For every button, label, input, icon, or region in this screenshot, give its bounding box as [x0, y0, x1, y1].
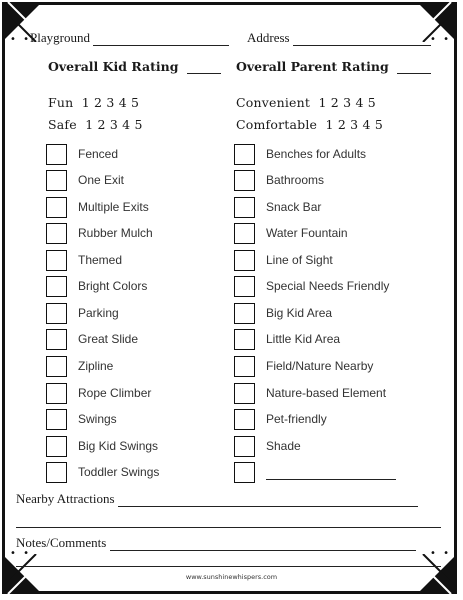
checklist-label: Great Slide	[78, 332, 139, 346]
comfortable-scale: 1 2 3 4 5	[325, 117, 383, 132]
checkbox[interactable]	[234, 223, 255, 244]
dot-ornament: • •	[430, 34, 451, 45]
checklist-item[interactable]	[46, 408, 117, 430]
address-field[interactable]	[247, 30, 431, 46]
checkbox[interactable]	[234, 303, 255, 324]
notes-label: Notes/Comments	[16, 535, 107, 550]
checklist-label: Water Fountain	[266, 226, 348, 240]
checkbox[interactable]	[234, 197, 255, 218]
checkbox[interactable]	[46, 170, 67, 191]
convenient-scale: 1 2 3 4 5	[318, 95, 376, 110]
checklist-item[interactable]	[46, 143, 118, 165]
checklist-label: Shade	[266, 439, 301, 453]
playground-field[interactable]	[30, 30, 229, 46]
checkbox[interactable]	[46, 276, 67, 297]
checklist-item[interactable]	[234, 196, 321, 218]
checkbox[interactable]	[234, 276, 255, 297]
checklist-item[interactable]	[46, 355, 113, 377]
notes-line	[110, 537, 416, 551]
checklist-item[interactable]	[46, 169, 124, 191]
checkbox[interactable]	[234, 409, 255, 430]
checkbox[interactable]	[46, 409, 67, 430]
address-label: Address	[247, 30, 290, 45]
checkbox[interactable]	[234, 383, 255, 404]
parent-rating-heading: Overall Parent Rating	[236, 59, 431, 74]
checklist-item[interactable]	[234, 302, 332, 324]
checklist-item[interactable]	[234, 435, 301, 457]
checklist-label: Rubber Mulch	[78, 226, 153, 240]
dot-ornament: • •	[10, 548, 31, 559]
checkbox[interactable]	[46, 303, 67, 324]
checkbox[interactable]	[234, 329, 255, 350]
checklist-label: Line of Sight	[266, 253, 333, 267]
checklist-item[interactable]	[46, 461, 159, 483]
checkbox[interactable]	[234, 250, 255, 271]
convenient-label: Convenient	[236, 95, 311, 110]
checklist-label: Field/Nature Nearby	[266, 359, 374, 373]
checklist-item[interactable]	[46, 328, 138, 350]
checkbox[interactable]	[46, 383, 67, 404]
nearby-attractions-line-2[interactable]	[16, 527, 441, 528]
checklist-item[interactable]	[234, 143, 366, 165]
nearby-attractions-label: Nearby Attractions	[16, 491, 115, 506]
checkbox[interactable]	[234, 170, 255, 191]
playground-label: Playground	[30, 30, 90, 45]
safe-label: Safe	[48, 117, 77, 132]
checklist-label: Snack Bar	[266, 200, 322, 214]
checklist-label: Rope Climber	[78, 386, 152, 400]
checklist-label: Bright Colors	[78, 279, 148, 293]
dot-ornament: • •	[10, 34, 31, 45]
checklist-label: Fenced	[78, 147, 119, 161]
checklist-item[interactable]	[234, 408, 327, 430]
checklist-item[interactable]	[46, 222, 153, 244]
checklist-item-custom[interactable]	[234, 461, 396, 483]
checklist-label: Nature-based Element	[266, 386, 387, 400]
safe-rating[interactable]	[48, 117, 143, 132]
notes-field[interactable]	[16, 535, 416, 551]
checklist-label: Pet-friendly	[266, 412, 327, 426]
checklist-item[interactable]	[234, 169, 324, 191]
checklist-label: Special Needs Friendly	[266, 279, 390, 293]
checkbox[interactable]	[46, 462, 67, 483]
checklist-label: Multiple Exits	[78, 200, 149, 214]
checklist-label: Swings	[78, 412, 117, 426]
fun-scale: 1 2 3 4 5	[81, 95, 140, 110]
checkbox[interactable]	[46, 250, 67, 271]
checklist-item[interactable]	[46, 196, 149, 218]
checklist-item[interactable]	[234, 275, 389, 297]
checklist-label: One Exit	[78, 173, 125, 187]
safe-scale: 1 2 3 4 5	[85, 117, 143, 132]
fun-label: Fun	[48, 95, 74, 110]
playground-line	[93, 32, 229, 46]
nearby-attractions-field[interactable]	[16, 491, 418, 507]
checklist-item[interactable]	[46, 302, 119, 324]
checklist-label: Big Kid Area	[266, 306, 333, 320]
checkbox[interactable]	[46, 223, 67, 244]
checklist-label: Big Kid Swings	[78, 439, 159, 453]
address-line	[293, 32, 431, 46]
checkbox[interactable]	[234, 462, 255, 483]
checklist-item[interactable]	[234, 222, 348, 244]
checkbox[interactable]	[46, 144, 67, 165]
fun-rating[interactable]	[48, 95, 139, 110]
checklist-item[interactable]	[46, 382, 151, 404]
checklist-item[interactable]	[234, 249, 333, 271]
custom-item-line[interactable]	[266, 465, 396, 480]
checkbox[interactable]	[234, 144, 255, 165]
nearby-attractions-line	[118, 493, 418, 507]
checkbox[interactable]	[46, 197, 67, 218]
checklist-label: Parking	[78, 306, 119, 320]
checklist-item[interactable]	[46, 275, 147, 297]
checkbox[interactable]	[46, 436, 67, 457]
checklist-label: Zipline	[78, 359, 114, 373]
checklist-item[interactable]	[234, 382, 386, 404]
checklist-item[interactable]	[234, 355, 373, 377]
checkbox[interactable]	[46, 329, 67, 350]
convenient-rating[interactable]	[236, 95, 376, 110]
checklist-item[interactable]	[46, 249, 122, 271]
checklist-label: Themed	[78, 253, 123, 267]
website-url: www.sunshinewhispers.com	[185, 573, 278, 581]
kid-rating-heading: Overall Kid Rating	[48, 59, 221, 74]
comfortable-rating[interactable]	[236, 117, 383, 132]
checkbox[interactable]	[234, 356, 255, 377]
checklist-label: Toddler Swings	[78, 465, 160, 479]
checklist-item[interactable]	[46, 435, 158, 457]
checkbox[interactable]	[234, 436, 255, 457]
checklist-item[interactable]	[234, 328, 340, 350]
checkbox[interactable]	[46, 356, 67, 377]
dot-ornament: • •	[430, 548, 451, 559]
checklist-label: Little Kid Area	[266, 332, 341, 346]
checklist-label: Bathrooms	[266, 173, 325, 187]
notes-line-2[interactable]	[16, 566, 441, 567]
checklist-label: Benches for Adults	[266, 147, 367, 161]
comfortable-label: Comfortable	[236, 117, 318, 132]
